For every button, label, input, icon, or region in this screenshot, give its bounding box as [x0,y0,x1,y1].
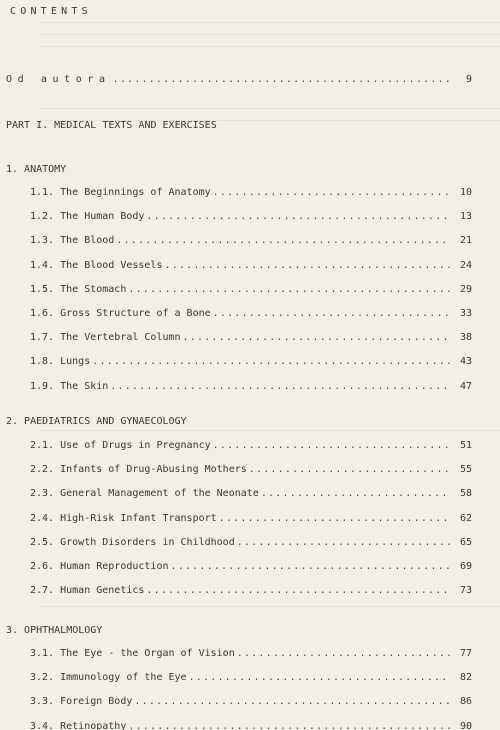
toc-entry-title [30,381,110,393]
toc-entry-title [30,187,213,199]
toc-entry [30,561,472,573]
toc-page-number: 58 [459,488,472,499]
toc-entry [30,488,472,500]
toc-entry-number: 2.7. [30,585,55,596]
toc-page-number: 13 [459,211,472,222]
toc-page-number: 21 [459,235,472,246]
dot-leader [189,672,450,684]
toc-entry-title [30,235,116,247]
toc-entry-title [30,211,146,223]
section-heading-anatomy: 1. ANATOMY [6,164,67,175]
toc-entry-title [30,284,128,296]
dot-leader [171,561,451,573]
toc-entry [30,332,472,344]
dot-leader [92,356,450,368]
toc-entry-text: Growth Disorders in Childhood [60,537,235,548]
dot-leader [146,585,450,597]
toc-entry-number: 1.5. [30,284,55,295]
toc-page-number: 62 [459,513,472,524]
toc-entry-text: General Management of the Neonate [60,488,259,499]
dot-leader [146,211,450,223]
toc-entry-number: 1.1. [30,187,55,198]
toc-entry-number: 1.2. [30,211,55,222]
toc-page-number: 86 [459,696,472,707]
dot-leader [110,381,450,393]
toc-entry-number: 2.4. [30,513,55,524]
toc-entry [30,672,472,684]
dot-leader [128,721,450,730]
toc-entry-text: Infants of Drug-Abusing Mothers [60,464,247,475]
dot-leader [134,696,450,708]
toc-entry-text: The Stomach [60,284,127,295]
toc-entry-text: Use of Drugs in Pregnancy [60,440,211,451]
toc-page-number: 38 [459,332,472,343]
toc-page-number: 33 [459,308,472,319]
toc-entry [30,356,472,368]
toc-entry-title [30,585,146,597]
dot-leader [237,648,450,660]
toc-page-number: 51 [459,440,472,451]
toc-entry-number: 1.8. [30,356,55,367]
toc-page-number: 82 [459,672,472,683]
toc-entry-title [30,537,237,549]
toc-entry-number: 2.6. [30,561,55,572]
toc-entry [30,513,472,525]
toc-entry-number: 2.5. [30,537,55,548]
dot-leader [249,464,450,476]
dot-leader [219,513,450,525]
toc-entry-text: The Vertebral Column [60,332,181,343]
toc-entry-number: 1.9. [30,381,55,392]
dot-leader [213,308,450,320]
toc-entry-title [30,464,249,476]
toc-entry-text: Human Genetics [60,585,145,596]
toc-entry-text: Retinopathy [60,721,127,730]
toc-entry-title [30,440,213,452]
toc-entry-text: Gross Structure of a Bone [60,308,211,319]
toc-entry [30,721,472,730]
section-heading-ophthalmology: 3. OPHTHALMOLOGY [6,625,103,636]
toc-entry-text: The Human Body [60,211,145,222]
dot-leader [261,488,450,500]
toc-page-number: 9 [465,74,472,85]
toc-entry-text: The Blood [60,235,115,246]
toc-entry-title: Od autora [6,74,111,85]
toc-entry [30,381,472,393]
toc-entry-title [30,721,128,730]
toc-page-number: 43 [459,356,472,367]
show-through-line [40,46,500,47]
show-through-line [40,22,500,23]
part-heading: PART I. MEDICAL TEXTS AND EXERCISES [6,120,217,131]
toc-entry-number: 2.2. [30,464,55,475]
toc-entry-text: The Eye - the Organ of Vision [60,648,235,659]
toc-page-number: 47 [459,381,472,392]
toc-entry [30,284,472,296]
toc-page-number: 29 [459,284,472,295]
toc-page-number: 55 [459,464,472,475]
dot-leader [164,260,450,272]
toc-entry-text: Lungs [60,356,91,367]
toc-entry-number: 2.3. [30,488,55,499]
toc-entry-number: 1.7. [30,332,55,343]
toc-entry-number: 1.3. [30,235,55,246]
toc-entry [30,308,472,320]
toc-entry-title [30,356,92,368]
toc-entry-text: Foreign Body [60,696,133,707]
toc-entry-title [30,260,164,272]
toc-entry-text: High-Risk Infant Transport [60,513,217,524]
toc-entry-text: The Beginnings of Anatomy [60,187,211,198]
toc-entry-title [30,488,261,500]
toc-page-number: 73 [459,585,472,596]
toc-entry-title [30,696,134,708]
toc-page-number: 69 [459,561,472,572]
toc-entry-number: 1.6. [30,308,55,319]
toc-entry-text: The Blood Vessels [60,260,163,271]
show-through-line [40,606,500,607]
toc-page-number: 10 [459,187,472,198]
toc-entry [30,440,472,452]
toc-entry-number: 3.1. [30,648,55,659]
section-heading-paediatrics: 2. PAEDIATRICS AND GYNAECOLOGY [6,416,187,427]
toc-page-number: 77 [459,648,472,659]
toc-entry [30,648,472,660]
show-through-line [40,430,500,431]
toc-entry-text: The Skin [60,381,109,392]
toc-entry-number: 1.4. [30,260,55,271]
toc-entry [30,585,472,597]
toc-entry-title [30,308,213,320]
toc-page-number: 65 [459,537,472,548]
dot-leader [113,74,450,86]
toc-entry [30,235,472,247]
toc-page-number: 24 [459,260,472,271]
dot-leader [213,187,450,199]
toc-entry-title [30,561,171,573]
show-through-line [40,34,500,35]
toc-entry-title [30,513,219,525]
dot-leader [116,235,450,247]
toc-entry-number: 2.1. [30,440,55,451]
toc-entry-title [30,332,183,344]
toc-entry [30,211,472,223]
toc-entry-text: Human Reproduction [60,561,169,572]
toc-page-number: 90 [459,721,472,730]
toc-entry [30,696,472,708]
toc-entry [30,187,472,199]
toc-entry [30,537,472,549]
toc-entry-author [6,74,472,86]
toc-entry-title [30,672,189,684]
dot-leader [128,284,450,296]
toc-entry-text: Immunology of the Eye [60,672,187,683]
dot-leader [237,537,450,549]
show-through-line [40,108,500,109]
dot-leader [183,332,450,344]
toc-entry [30,464,472,476]
toc-entry-number: 3.2. [30,672,55,683]
toc-entry [30,260,472,272]
contents-heading: CONTENTS [10,6,92,17]
toc-entry-number: 3.4. [30,721,55,730]
toc-entry-number: 3.3. [30,696,55,707]
dot-leader [213,440,450,452]
toc-entry-title [30,648,237,660]
